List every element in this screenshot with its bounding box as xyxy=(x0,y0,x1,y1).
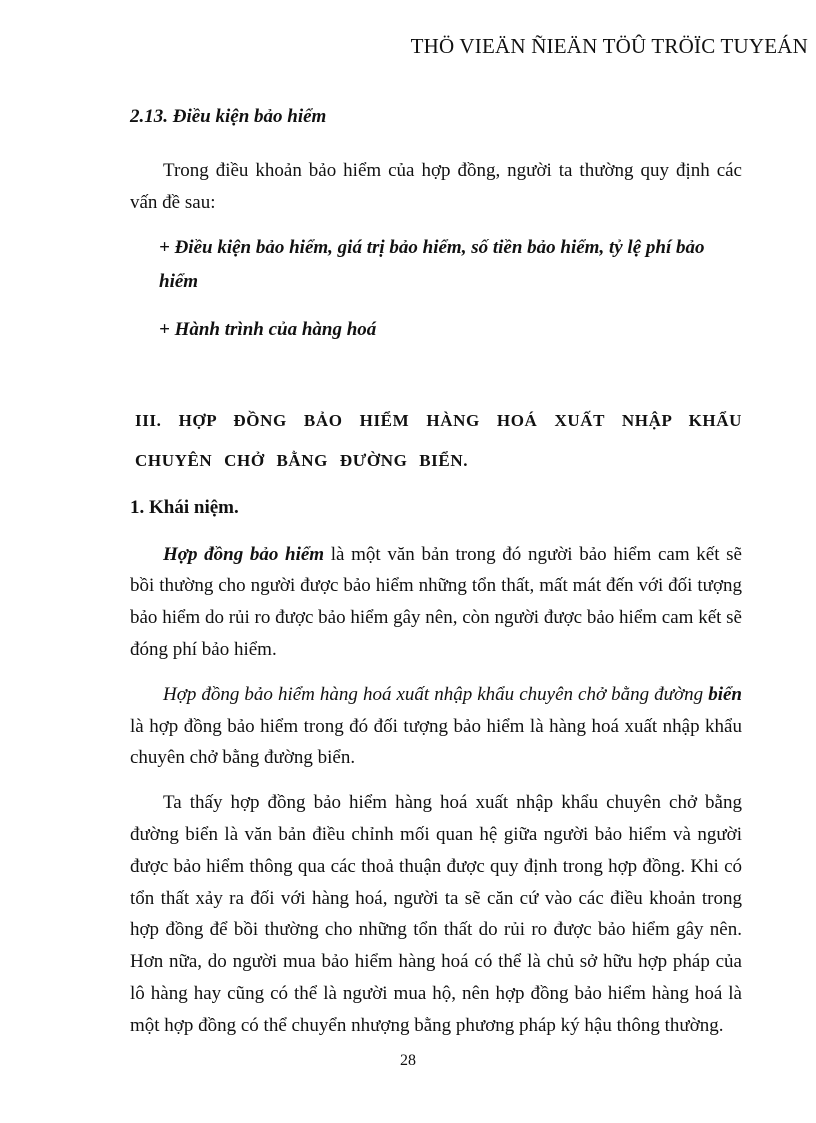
bullet-item-1: + Điều kiện bảo hiểm, giá trị bảo hiểm, số tiền bảo hiểm, tỷ lệ phí bảo hiểm xyxy=(159,236,705,292)
definition-term-2: Hợp đồng bảo hiểm hàng hoá xuất nhập khẩu chuyên chở bằng đường xyxy=(163,683,709,705)
definition-term-2-bold: biển xyxy=(708,683,742,705)
page-content xyxy=(130,104,742,1055)
section-2-13-paragraph: Trong điều khoản bảo hiểm của hợp đồng, người ta thường quy định các vấn đề sau: xyxy=(130,160,742,213)
running-header: THÖ VIEÄN ÑIEÄN TÖÛ TRÖÏC TUYEÁN xyxy=(410,34,808,58)
definition-text-2: là hợp đồng bảo hiểm trong đó đối tượng bảo hiểm là hàng hoá xuất nhập khẩu chuyên chở bằng đường biển. xyxy=(130,715,742,769)
bullet-item-2: + Hành trình của hàng hoá xyxy=(159,318,377,340)
definition-paragraph-2 xyxy=(130,679,742,774)
explanation-paragraph: Ta thấy hợp đồng bảo hiểm hàng hoá xuất nhập khẩu chuyên chở bằng đường biển là văn bản điều chỉnh mối quan hệ giữa người bảo hiểm và người được bảo hiểm thông qua các thoả thuận được quy định trong hợp đồng. Khi có tổn thất xảy ra đối với hàng hoá, người ta sẽ căn cứ vào các điều khoản trong hợp đồng để bồi thường cho những tổn thất do rủi ro được bảo hiểm gây nên. Hơn nữa, do người mua bảo hiểm hàng hoá có thể là chủ sở hữu hợp pháp của lô hàng hay cũng có thể là người mua hộ, nên hợp đồng bảo hiểm hàng hoá là một hợp đồng có thể chuyển nhượng bằng phương pháp ký hậu thông thường. xyxy=(130,792,742,1036)
section-iii-title: III. HỢP ĐỒNG BẢO HIỂM HÀNG HOÁ XUẤT NHẬP KHẨU CHUYÊN CHỞ BẰNG ĐƯỜNG BIỂN. xyxy=(135,410,742,470)
section-1-title: 1. Khái niệm. xyxy=(130,496,239,518)
page-number: 28 xyxy=(400,1052,416,1069)
section-2-13-title: 2.13. Điều kiện bảo hiểm xyxy=(130,106,327,127)
definition-term-1: Hợp đồng bảo hiểm xyxy=(163,543,325,565)
definition-text-1: là một văn bản trong đó người bảo hiểm cam kết sẽ bồi thường cho người được bảo hiểm những tổn thất, mất mát đến với đối tượng bảo hiểm do rủi ro được bảo hiểm gây nên, còn người được bảo hiểm cam kết sẽ đóng phí bảo hiểm. xyxy=(130,543,742,660)
definition-paragraph-1 xyxy=(130,539,742,666)
